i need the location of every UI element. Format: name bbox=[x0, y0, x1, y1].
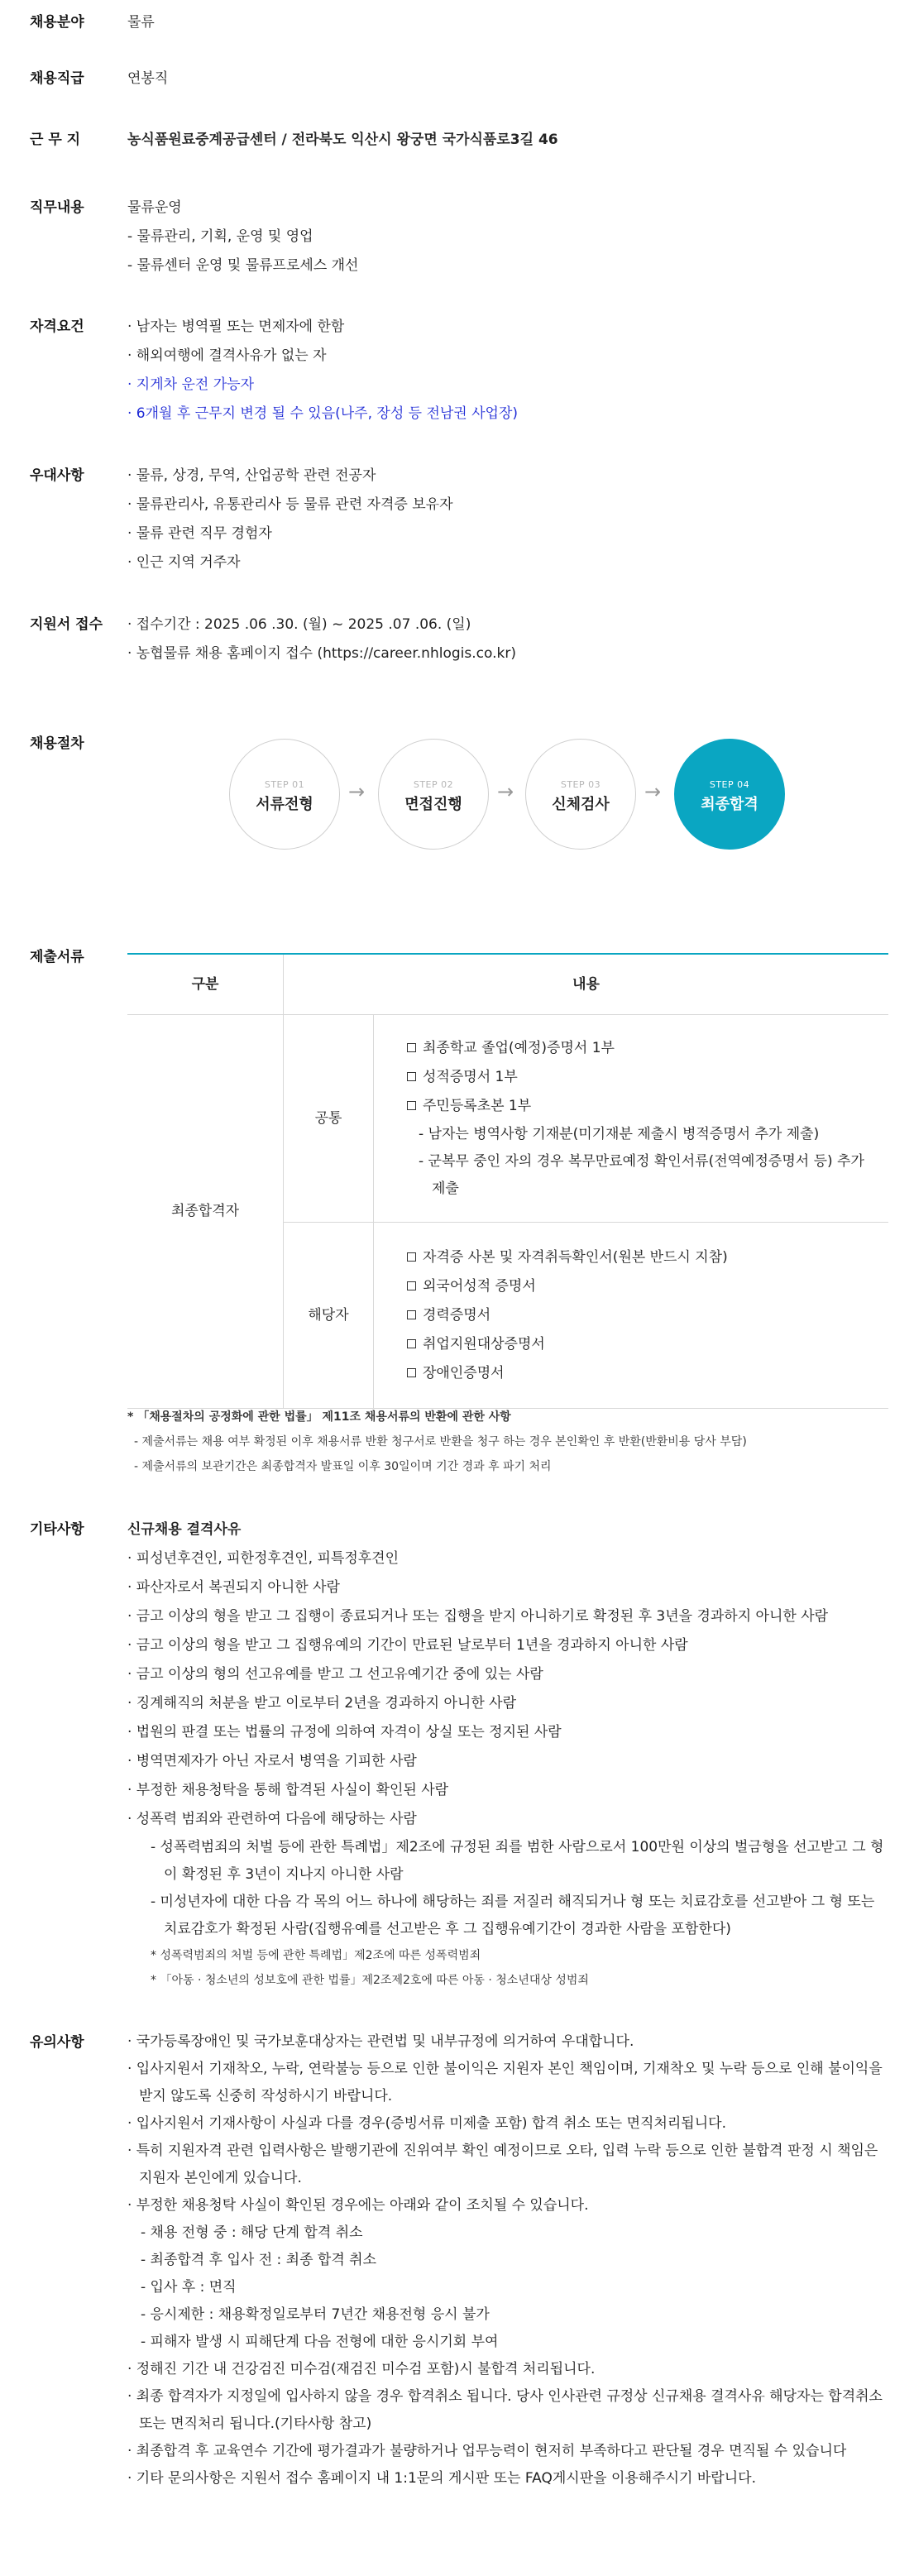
subgroup-common: 공통 bbox=[284, 1015, 374, 1223]
etc-item: · 성폭력 범죄와 관련하여 다음에 해당하는 사람 bbox=[127, 1811, 417, 1827]
caution-item: · 최종합격 후 교육연수 기간에 평가결과가 불량하거나 업무능력이 현저히 부족하다고 판단될 경우 면직될 수 있습니다 bbox=[127, 2443, 847, 2459]
list-item: 경력증명서 bbox=[407, 1301, 872, 1330]
caution-item: · 정해진 기간 내 건강검진 미수검(재검진 미수검 포함)시 불합격 처리됩니다. bbox=[127, 2361, 596, 2377]
table-header-row bbox=[127, 954, 888, 1015]
label-location: 근 무 지 bbox=[30, 132, 81, 148]
caution-item: · 최종 합격자가 지정일에 입사하지 않을 경우 합격취소 됩니다. 당사 인사관련 규정상 신규채용 결격사유 해당자는 합격취소 또는 면직처리 됩니다.(기타사항 참고) bbox=[127, 2388, 883, 2432]
arrow-right-icon: → bbox=[644, 780, 662, 803]
label-qualification: 자격요건 bbox=[30, 318, 84, 335]
footnote: - 제출서류는 채용 여부 확정된 이후 채용서류 반환 청구서로 반환을 청구 하는 경우 본인확인 후 반환(반환비용 당사 부담) bbox=[134, 1435, 747, 1448]
list-note: - 남자는 병역사항 기재분(미기재분 제출시 병적증명서 추가 제출) bbox=[419, 1126, 820, 1142]
apply-period: · 접수기간 : 2025 .06 .30. (월) ~ 2025 .07 .06. (일) bbox=[127, 616, 471, 633]
etc-item: · 병역면제자가 아닌 자로서 병역을 기피한 사람 bbox=[127, 1753, 417, 1769]
caution-sub-item: - 입사 후 : 면직 bbox=[141, 2279, 237, 2296]
etc-item: · 파산자로서 복권되지 아니한 사람 bbox=[127, 1579, 340, 1596]
caution-item: · 국가등록장애인 및 국가보훈대상자는 관련법 및 내부규정에 의거하여 우대합니다. bbox=[127, 2033, 634, 2050]
list-item: 외국어성적 증명서 bbox=[407, 1272, 872, 1301]
label-apply: 지원서 접수 bbox=[30, 616, 103, 633]
etc-item: · 부정한 채용청탁을 통해 합격된 사실이 확인된 사람 bbox=[127, 1782, 449, 1798]
value-rank: 연봉직 bbox=[127, 70, 169, 87]
documents-table bbox=[127, 953, 888, 1409]
qualification-item: · 해외여행에 결격사유가 없는 자 bbox=[127, 347, 327, 364]
qualification-item: · 남자는 병역필 또는 면제자에 한함 bbox=[127, 318, 345, 335]
list-item: 성적증명서 1부 bbox=[407, 1063, 872, 1092]
etc-item: · 피성년후견인, 피한정후견인, 피특정후견인 bbox=[127, 1550, 400, 1567]
step-title: 면접진행 bbox=[404, 796, 462, 813]
value-location: 농식품원료중계공급센터 / 전라북도 익산시 왕궁면 국가식품로3길 46 bbox=[127, 132, 558, 148]
label-caution: 유의사항 bbox=[30, 2034, 84, 2051]
label-field: 채용분야 bbox=[30, 14, 84, 31]
checkbox-icon bbox=[407, 1310, 416, 1319]
apply-homepage[interactable]: · 농협물류 채용 홈페이지 접수 (https://career.nhlogis.co.kr) bbox=[127, 645, 516, 662]
caution-item: · 기타 문의사항은 지원서 접수 홈페이지 내 1:1문의 게시판 또는 FAQ게시판을 이용해주시기 바랍니다. bbox=[127, 2470, 756, 2487]
etc-item: · 금고 이상의 형을 받고 그 집행이 종료되거나 또는 집행을 받지 아니하기로 확정된 후 3년을 경과하지 아니한 사람 bbox=[127, 1608, 829, 1625]
caution-sub-item: - 최종합격 후 입사 전 : 최종 합격 취소 bbox=[141, 2252, 376, 2268]
qualification-item-highlight: · 지게차 운전 가능자 bbox=[127, 376, 254, 393]
list-item: 취업지원대상증명서 bbox=[407, 1330, 872, 1359]
step-title: 신체검사 bbox=[552, 796, 610, 813]
label-preference: 우대사항 bbox=[30, 467, 84, 484]
footnote: - 제출서류의 보관기간은 최종합격자 발표일 이후 30일이며 기간 경과 후 파기 처리 bbox=[134, 1460, 552, 1473]
value-field: 물류 bbox=[127, 14, 155, 31]
list-item: 주민등록초본 1부 bbox=[407, 1092, 872, 1121]
caution-item: · 부정한 채용청탁 사실이 확인된 경우에는 아래와 같이 조치될 수 있습니다. bbox=[127, 2197, 589, 2214]
arrow-right-icon: → bbox=[497, 780, 514, 803]
caution-item: · 특히 지원자격 관련 입력사항은 발행기관에 진위여부 확인 예정이므로 오타, 입력 누락 등으로 인한 불합격 판정 시 책임은 지원자 본인에게 있습니다. bbox=[127, 2143, 878, 2186]
header-content: 내용 bbox=[284, 954, 889, 1015]
step-number: STEP 01 bbox=[264, 779, 305, 790]
caution-item: · 입사지원서 기재착오, 누락, 연락불능 등으로 인한 불이익은 지원자 본인 책임이며, 기재착오 및 누락 등으로 인해 불이익을 받지 않도록 신중히 작성하시기 바랍니다. bbox=[127, 2061, 883, 2104]
label-etc: 기타사항 bbox=[30, 1521, 84, 1538]
list-item: 장애인증명서 bbox=[407, 1359, 872, 1388]
header-category: 구분 bbox=[127, 954, 284, 1015]
label-duty: 직무내용 bbox=[30, 199, 84, 216]
preference-item: · 물류관리사, 유통관리사 등 물류 관련 자격증 보유자 bbox=[127, 496, 453, 513]
checkbox-icon bbox=[407, 1339, 416, 1348]
qualification-item-highlight: · 6개월 후 근무지 변경 될 수 있음(나주, 장성 등 전남권 사업장) bbox=[127, 405, 519, 422]
step-1 bbox=[229, 739, 340, 850]
etc-item: · 징계해직의 처분을 받고 이로부터 2년을 경과하지 아니한 사람 bbox=[127, 1695, 516, 1712]
applicable-documents bbox=[374, 1223, 889, 1409]
group-final-pass: 최종합격자 bbox=[127, 1015, 284, 1409]
step-4-active bbox=[674, 739, 785, 850]
process-steps bbox=[0, 739, 914, 855]
etc-note: * 「아동 · 청소년의 성보호에 관한 법률」제2조제2호에 따른 아동 · 청소년대상 성범죄 bbox=[151, 1974, 589, 1987]
arrow-right-icon: → bbox=[348, 780, 366, 803]
caution-sub-item: - 피해자 발생 시 피해단계 다음 전형에 대한 응시기회 부여 bbox=[141, 2334, 499, 2350]
caution-sub-item: - 응시제한 : 채용확정일로부터 7년간 채용전형 응시 불가 bbox=[141, 2306, 490, 2323]
label-documents: 제출서류 bbox=[30, 949, 84, 965]
step-number: STEP 02 bbox=[413, 779, 454, 790]
step-2 bbox=[378, 739, 489, 850]
caution-sub-item: - 채용 전형 중 : 해당 단계 합격 취소 bbox=[141, 2224, 363, 2241]
common-documents bbox=[374, 1015, 889, 1223]
duty-title: 물류운영 bbox=[127, 199, 182, 216]
checkbox-icon bbox=[407, 1072, 416, 1081]
preference-item: · 물류 관련 직무 경험자 bbox=[127, 525, 272, 542]
checkbox-icon bbox=[407, 1101, 416, 1110]
label-process: 채용절차 bbox=[30, 735, 84, 752]
duty-item: - 물류관리, 기획, 운영 및 영업 bbox=[127, 228, 313, 245]
caution-item: · 입사지원서 기재사항이 사실과 다를 경우(증빙서류 미제출 포함) 합격 취소 또는 면직처리됩니다. bbox=[127, 2115, 726, 2132]
etc-sub-item: - 성폭력범죄의 처벌 등에 관한 특례법」제2조에 규정된 죄를 범한 사람으로서 100만원 이상의 벌금형을 선고받고 그 형이 확정된 후 3년이 지나지 아니한 사람 bbox=[151, 1839, 884, 1883]
etc-note: * 성폭력범죄의 처벌 등에 관한 특례법」제2조에 따른 성폭력범죄 bbox=[151, 1949, 481, 1962]
step-3 bbox=[525, 739, 636, 850]
step-number: STEP 03 bbox=[560, 779, 601, 790]
table-row bbox=[127, 1015, 888, 1223]
preference-item: · 인근 지역 거주자 bbox=[127, 554, 241, 571]
etc-sub-item: - 미성년자에 대한 다음 각 목의 어느 하나에 해당하는 죄를 저질러 해직되거나 형 또는 치료감호를 선고받아 그 형 또는 치료감호가 확정된 사람(집행유예를 선고받은 후 그 집행유예기간이 경과한 사람을 포함한다) bbox=[151, 1894, 875, 1937]
checkbox-icon bbox=[407, 1281, 416, 1290]
step-title: 서류전형 bbox=[256, 796, 313, 813]
etc-title: 신규채용 결격사유 bbox=[127, 1521, 242, 1538]
etc-item: · 법원의 판결 또는 법률의 규정에 의하여 자격이 상실 또는 정지된 사람 bbox=[127, 1724, 562, 1740]
checkbox-icon bbox=[407, 1368, 416, 1377]
step-title: 최종합격 bbox=[701, 796, 758, 813]
etc-item: · 금고 이상의 형의 선고유예를 받고 그 선고유예기간 중에 있는 사람 bbox=[127, 1666, 543, 1683]
list-item: 최종학교 졸업(예정)증명서 1부 bbox=[407, 1034, 872, 1063]
list-note: - 군복무 중인 자의 경우 복무만료예정 확인서류(전역예정증명서 등) 추가제출 bbox=[419, 1153, 864, 1197]
duty-item: - 물류센터 운영 및 물류프로세스 개선 bbox=[127, 257, 359, 274]
preference-item: · 물류, 상경, 무역, 산업공학 관련 전공자 bbox=[127, 467, 376, 484]
checkbox-icon bbox=[407, 1252, 416, 1262]
footnote: * 「채용절차의 공정화에 관한 법률」 제11조 채용서류의 반환에 관한 사항 bbox=[127, 1410, 511, 1424]
checkbox-icon bbox=[407, 1043, 416, 1052]
subgroup-applicable: 해당자 bbox=[284, 1223, 374, 1409]
label-rank: 채용직급 bbox=[30, 70, 84, 87]
etc-item: · 금고 이상의 형을 받고 그 집행유예의 기간이 만료된 날로부터 1년을 경과하지 아니한 사람 bbox=[127, 1637, 688, 1654]
list-item: 자격증 사본 및 자격취득확인서(원본 반드시 지참) bbox=[407, 1243, 872, 1272]
step-number: STEP 04 bbox=[709, 779, 750, 790]
